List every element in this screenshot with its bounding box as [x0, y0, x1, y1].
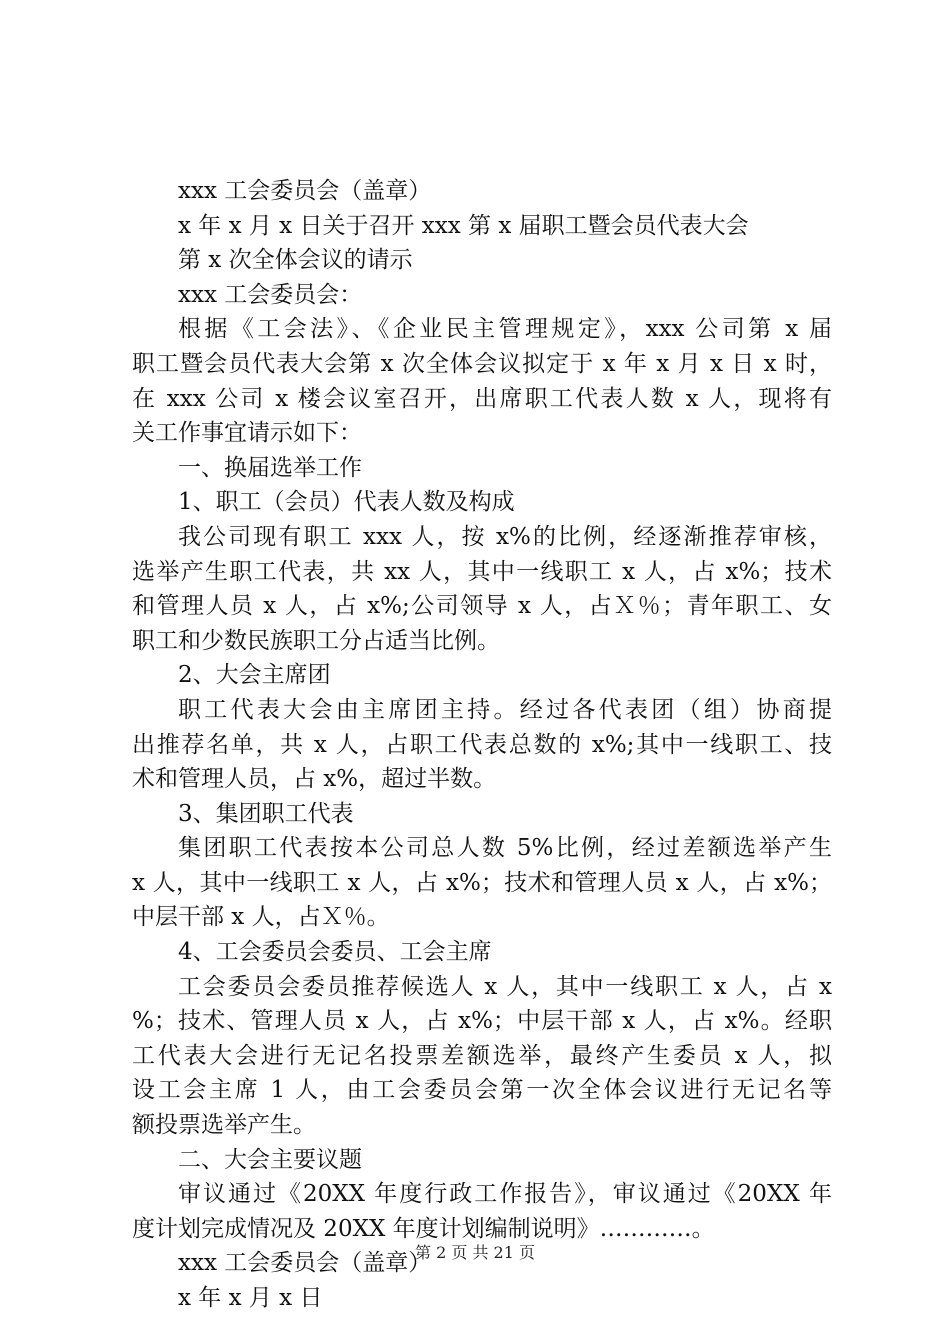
text-line: xxx 工会委员会：	[178, 281, 363, 308]
text-line: x 年 x 月 x 日	[178, 1285, 323, 1311]
text-line: 设工会主席 1 人，由工会委员会第一次全体会议进行无记名等	[132, 1077, 832, 1104]
text-line: 和管理人员 x 人，占 x%;公司领导 x 人，占Ｘ％；青年职工、女	[132, 593, 832, 620]
document-body	[132, 174, 832, 1316]
text-line: 术和管理人员，占 x%，超过半数。	[132, 766, 497, 793]
text-line: 第 x 次全体会议的请示	[178, 247, 413, 274]
text-line: 审议通过《20XX 年度行政工作报告》，审议通过《20XX 年	[178, 1181, 832, 1208]
text-line: 1、职工（会员）代表人数及构成	[178, 489, 515, 516]
text-line: 职工代表大会由主席团主持。经过各代表团（组）协商提	[178, 696, 832, 723]
text-line: 工代表大会进行无记名投票差额选举，最终产生委员 x 人，拟	[132, 1042, 832, 1069]
text-line: xxx 工会委员会（盖章）	[178, 1250, 432, 1277]
text-line: 职工和少数民族职工分占适当比例。	[132, 627, 500, 654]
text-line: x 人，其中一线职工 x 人，占 x%；技术和管理人员 x 人，占 x%；	[132, 869, 832, 896]
text-line: 根据《工会法》、《企业民主管理规定》，xxx 公司第 x 届	[178, 316, 832, 343]
text-line: xxx 工会委员会（盖章）	[178, 178, 432, 204]
text-line: %；技术、管理人员 x 人，占 x%；中层干部 x 人，占 x%。经职	[132, 1008, 832, 1035]
text-line: 关工作事宜请示如下：	[132, 420, 362, 447]
text-line: 集团职工代表按本公司总人数 5%比例，经过差额选举产生	[178, 835, 832, 862]
text-line: 中层干部 x 人，占Ｘ％。	[132, 904, 390, 931]
text-line: 选举产生职工代表，共 xx 人，其中一线职工 x 人，占 x%；技术	[132, 558, 832, 585]
text-line: 出推荐名单，共 x 人，占职工代表总数的 x%;其中一线职工、技	[132, 731, 832, 758]
page-footer: 第 2 页 共 21 页	[415, 1243, 535, 1262]
text-line: 4、工会委员会委员、工会主席	[178, 939, 492, 966]
text-line: 2、大会主席团	[178, 662, 331, 689]
text-line: x 年 x 月 x 日关于召开 xxx 第 x 届职工暨会员代表大会	[178, 212, 749, 239]
text-line: 工会委员会委员推荐候选人 x 人，其中一线职工 x 人，占 x	[178, 973, 833, 1000]
text-line: 二、大会主要议题	[178, 1146, 362, 1173]
text-line: 一、换届选举工作	[178, 454, 362, 481]
text-line: 3、集团职工代表	[178, 800, 354, 827]
text-line: 在 xxx 公司 x 楼会议室召开，出席职工代表人数 x 人，现将有	[132, 385, 832, 412]
text-line: 我公司现有职工 xxx 人，按 x%的比例，经逐渐推荐审核，	[178, 523, 832, 550]
text-line: 度计划完成情况及 20XX 年度计划编制说明》…………。	[132, 1215, 715, 1242]
text-line: 额投票选举产生。	[132, 1112, 316, 1139]
text-line: 职工暨会员代表大会第 x 次全体会议拟定于 x 年 x 月 x 日 x 时，	[132, 350, 832, 377]
